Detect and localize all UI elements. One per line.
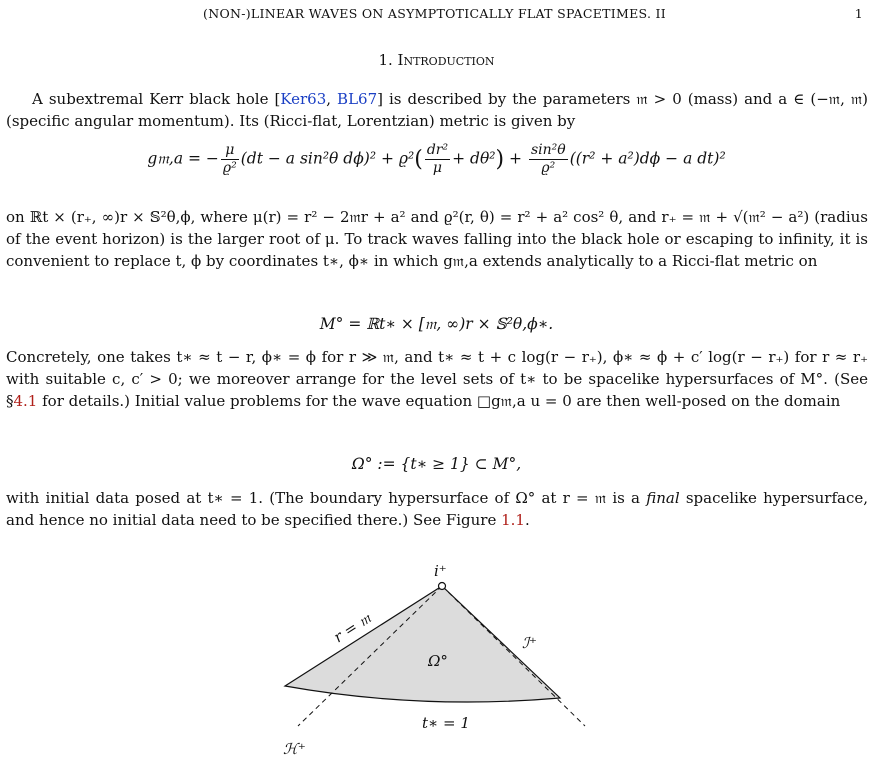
paragraph-initial-data-text-1: with initial data posed at t∗ = 1. (The boundary hypersurface of Ω° at r = 𝔪 is a <box>6 489 647 507</box>
label-r-equals-m: r = 𝔪 <box>330 609 375 647</box>
citation-ker63[interactable]: Ker63 <box>280 90 327 108</box>
equation-manifold: M° = ℝt∗ × [𝔪, ∞)r × 𝕊²θ,ϕ∗. <box>319 315 554 333</box>
metric-plus: + <box>509 149 523 168</box>
paragraph-coordinates: on ℝt × (r₊, ∞)r × 𝕊²θ,ϕ, where μ(r) = r² − 2𝔪r + a² and ϱ²(r, θ) = r² + a² cos² θ, and r₊ = 𝔪 + √(𝔪² − a²) (radius of the event horizon) is the larger root of μ. To track waves falling into the black hole or escaping to infinity, it is convenient to replace t, ϕ by coordinates t∗, ϕ∗ in which g𝔪,a extends analytically to a Ricci-flat metric on <box>6 208 868 270</box>
metric-middle-2: + dθ² <box>452 149 496 168</box>
metric-frac-mu <box>221 142 239 177</box>
frac-dr-numerator: dr² <box>426 142 449 158</box>
figure-reference-1-1[interactable]: 1.1 <box>501 511 525 529</box>
metric-lhs: g𝔪,a = − <box>147 149 219 168</box>
running-head-title: (NON-)LINEAR WAVES ON ASYMPTOTICALLY FLAT SPACETIMES. II <box>203 6 666 21</box>
paragraph-concretely-text-1: Concretely, one takes t∗ ≈ t − r, ϕ∗ = ϕ for r ≫ 𝔪, and t∗ ≈ t + c log(r − r₊), ϕ∗ ≈ ϕ + c′ log(r − r₊) for r ≈ r₊ with suitable c, c′ > 0; we moreover arrange for the level sets of t∗ to be spacelike hypersurfaces of M°. (See § <box>6 348 868 410</box>
section-reference-4-1[interactable]: 4.1 <box>13 392 38 410</box>
paragraph-intro-text-1: A subextremal Kerr black hole [ <box>32 90 281 108</box>
paragraph-initial-data <box>6 487 868 531</box>
i-plus-point <box>439 583 446 590</box>
equation-kerr-metric <box>0 142 873 177</box>
paren-open: ( <box>414 147 423 172</box>
label-t-star: t∗ = 1 <box>422 714 470 732</box>
metric-frac-sin <box>529 142 568 177</box>
metric-middle-1: (dt − a sin²θ dϕ)² + ϱ² <box>240 149 415 168</box>
frac-mu-denominator: ϱ² <box>222 160 237 176</box>
citation-separator: , <box>326 90 338 108</box>
label-omega: Ω° <box>428 652 448 670</box>
frac-mu-numerator: μ <box>221 142 239 160</box>
penrose-diagram-figure <box>0 548 873 759</box>
frac-dr-denominator: μ <box>432 160 443 176</box>
metric-tail: ((r² + a²)dϕ − a dt)² <box>569 149 726 168</box>
paragraph-initial-data-text-2: spacelike hypersurface, and hence no initial data need to be specified there.) See Figure <box>6 489 868 529</box>
paragraph-concretely <box>6 346 868 412</box>
metric-frac-dr <box>425 142 450 177</box>
frac-sin-denominator: ϱ² <box>541 160 556 176</box>
label-scri-plus: ℐ⁺ <box>522 634 537 652</box>
page-number: 1 <box>854 6 863 21</box>
label-horizon: ℋ⁺ <box>283 740 306 758</box>
section-title: 1. Introduction <box>378 51 495 69</box>
paragraph-initial-data-text-3: . <box>524 511 530 529</box>
paren-close: ) <box>495 147 505 172</box>
emphasis-final: final <box>646 489 680 507</box>
frac-sin-numerator: sin²θ <box>530 142 566 158</box>
paragraph-concretely-text-2: for details.) Initial value problems for the wave equation □g𝔪,a u = 0 are then well-posed on the domain <box>37 392 841 410</box>
equation-domain: Ω° := {t∗ ≥ 1} ⊂ M°, <box>351 455 522 473</box>
paragraph-intro-text-2: ] is described by the parameters 𝔪 > 0 (mass) and a ∈ (−𝔪, 𝔪) (specific angular momentum). Its (Ricci-flat, Lorentzian) metric is given by <box>6 90 868 130</box>
citation-bl67[interactable]: BL67 <box>337 90 378 108</box>
label-i-plus: i⁺ <box>434 562 447 580</box>
paragraph-intro <box>6 88 868 132</box>
omega-region <box>285 586 560 702</box>
